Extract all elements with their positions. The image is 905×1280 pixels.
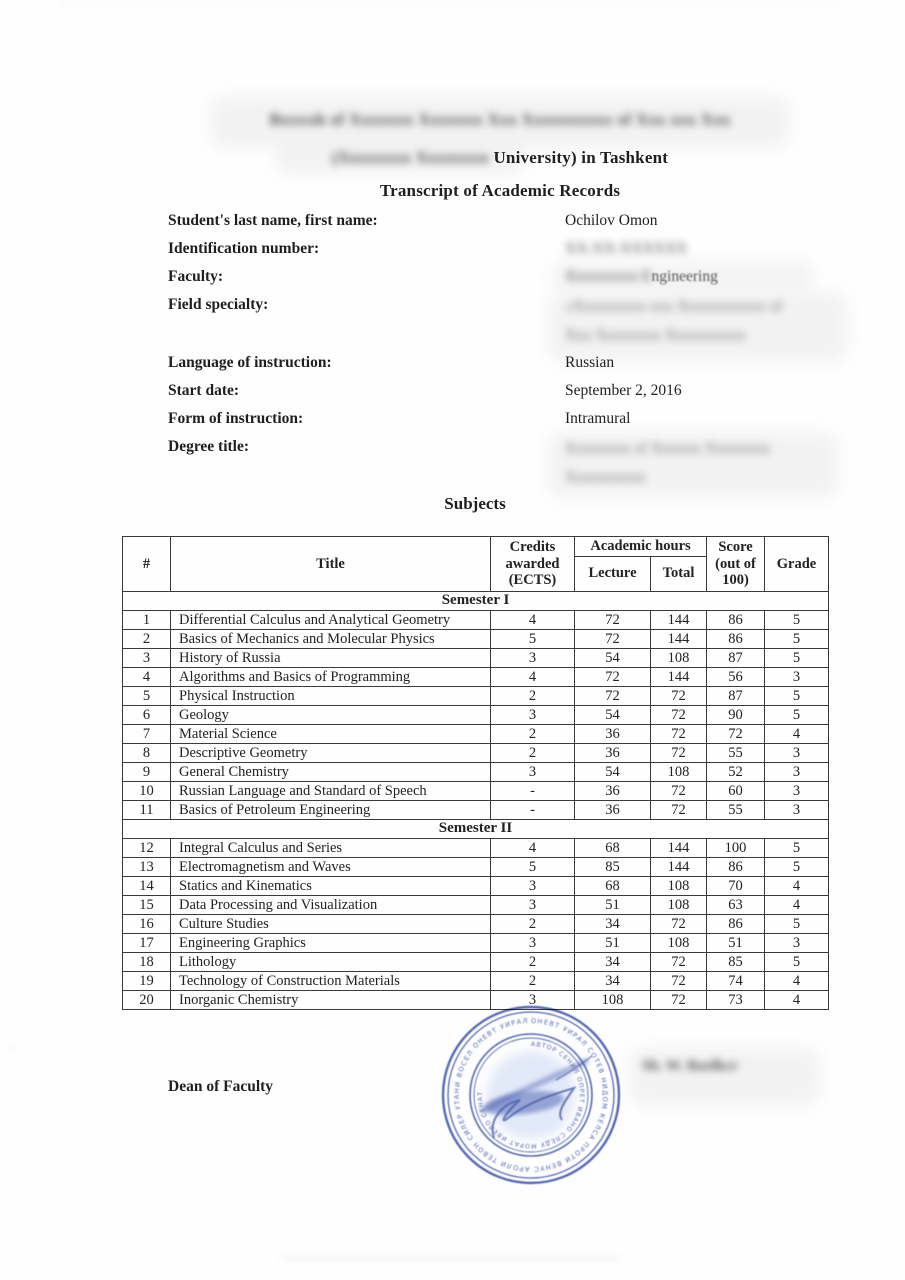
cell-num: 12 xyxy=(123,838,171,857)
svg-text:ОНЕВТ УИРАЛ СОТЕВ НИДОМ КЕЛСА: ОНЕВТ УИРАЛ СОТЕВ НИДОМ КЕЛСА ПРОТИ ВЕНУС АРОЛИ ТЕВОН СИЛЕР УТАНИ ВОСЕЛ ОНЕВТ УИРАЛ xyxy=(452,1016,610,1174)
cell-num: 11 xyxy=(123,800,171,819)
cell-title: General Chemistry xyxy=(171,762,491,781)
cell-title: Lithology xyxy=(171,952,491,971)
cell-lecture: 36 xyxy=(575,743,651,762)
cell-title: Inorganic Chemistry xyxy=(171,990,491,1009)
cell-score: 70 xyxy=(707,876,765,895)
subjects-table-header xyxy=(123,537,829,592)
cell-grade: 3 xyxy=(765,781,829,800)
scan-smudge xyxy=(630,1048,820,1106)
cell-score: 56 xyxy=(707,667,765,686)
cell-score: 55 xyxy=(707,743,765,762)
cell-lecture: 36 xyxy=(575,781,651,800)
cell-total: 72 xyxy=(651,971,707,990)
cell-title: Basics of Petroleum Engineering xyxy=(171,800,491,819)
cell-credits: 3 xyxy=(491,876,575,895)
cell-credits: 3 xyxy=(491,762,575,781)
cell-title: Technology of Construction Materials xyxy=(171,971,491,990)
table-row xyxy=(123,610,829,629)
cell-total: 72 xyxy=(651,724,707,743)
scan-noise xyxy=(10,1044,15,1051)
cell-credits: 5 xyxy=(491,857,575,876)
cell-score: 85 xyxy=(707,952,765,971)
cell-title: Integral Calculus and Series xyxy=(171,838,491,857)
cell-num: 1 xyxy=(123,610,171,629)
cell-lecture: 54 xyxy=(575,648,651,667)
cell-title: Basics of Mechanics and Molecular Physics xyxy=(171,629,491,648)
cell-lecture: 68 xyxy=(575,876,651,895)
cell-score: 86 xyxy=(707,914,765,933)
cell-num: 8 xyxy=(123,743,171,762)
cell-lecture: 51 xyxy=(575,895,651,914)
cell-lecture: 72 xyxy=(575,610,651,629)
cell-total: 72 xyxy=(651,952,707,971)
cell-credits: 3 xyxy=(491,933,575,952)
cell-grade: 3 xyxy=(765,762,829,781)
cell-score: 86 xyxy=(707,610,765,629)
cell-grade: 3 xyxy=(765,667,829,686)
cell-score: 73 xyxy=(707,990,765,1009)
cell-score: 74 xyxy=(707,971,765,990)
table-row xyxy=(123,952,829,971)
table-row xyxy=(123,724,829,743)
col-header-title: Title xyxy=(171,537,491,592)
cell-title: Electromagnetism and Waves xyxy=(171,857,491,876)
cell-total: 72 xyxy=(651,914,707,933)
value-faculty: Xxxxxxxxx Engineering xyxy=(565,268,718,285)
cell-credits: 3 xyxy=(491,895,575,914)
table-row xyxy=(123,895,829,914)
cell-total: 108 xyxy=(651,895,707,914)
cell-title: Descriptive Geometry xyxy=(171,743,491,762)
cell-grade: 3 xyxy=(765,743,829,762)
table-row xyxy=(123,743,829,762)
label-degree-title: Degree title: xyxy=(168,438,250,455)
cell-credits: - xyxy=(491,781,575,800)
cell-grade: 4 xyxy=(765,724,829,743)
table-row xyxy=(123,781,829,800)
cell-credits: 3 xyxy=(491,990,575,1009)
col-header-num: # xyxy=(123,537,171,592)
cell-num: 4 xyxy=(123,667,171,686)
cell-title: Material Science xyxy=(171,724,491,743)
cell-lecture: 54 xyxy=(575,705,651,724)
value-field-specialty-line2-redacted: Xxx Xxxxxxxx Xxxxxxxxxx xyxy=(565,327,746,344)
cell-title: Data Processing and Visualization xyxy=(171,895,491,914)
cell-grade: 5 xyxy=(765,705,829,724)
cell-grade: 5 xyxy=(765,686,829,705)
label-start-date: Start date: xyxy=(168,382,240,399)
col-header-grade: Grade xyxy=(765,537,829,592)
cell-lecture: 34 xyxy=(575,971,651,990)
cell-grade: 5 xyxy=(765,629,829,648)
cell-credits: 4 xyxy=(491,838,575,857)
university-line-visible: University) in Tashkent xyxy=(493,148,669,167)
cell-score: 86 xyxy=(707,629,765,648)
cell-credits: 2 xyxy=(491,743,575,762)
svg-text:АВТОР СЕНИЛ ОПРЕТ ИВАНО СЛЕДУ: АВТОР СЕНИЛ ОПРЕТ ИВАНО СЛЕДУ МОРАТ ИВЕЛО СЕНАТ xyxy=(476,1040,586,1150)
cell-title: History of Russia xyxy=(171,648,491,667)
col-header-total: Total xyxy=(651,556,707,591)
cell-total: 72 xyxy=(651,705,707,724)
cell-score: 60 xyxy=(707,781,765,800)
value-form-of-instruction: Intramural xyxy=(565,410,631,427)
cell-grade: 4 xyxy=(765,876,829,895)
cell-lecture: 34 xyxy=(575,914,651,933)
cell-title: Differential Calculus and Analytical Geometry xyxy=(171,610,491,629)
table-row xyxy=(123,800,829,819)
cell-lecture: 36 xyxy=(575,800,651,819)
scan-noise xyxy=(60,2,840,5)
cell-grade: 5 xyxy=(765,648,829,667)
cell-score: 87 xyxy=(707,648,765,667)
cell-total: 72 xyxy=(651,800,707,819)
cell-grade: 3 xyxy=(765,933,829,952)
cell-credits: 2 xyxy=(491,914,575,933)
cell-lecture: 34 xyxy=(575,952,651,971)
cell-total: 108 xyxy=(651,876,707,895)
cell-total: 108 xyxy=(651,648,707,667)
cell-total: 72 xyxy=(651,990,707,1009)
label-form-of-instruction: Form of instruction: xyxy=(168,410,304,427)
semester-2-label: Semester II xyxy=(123,819,829,838)
cell-credits: 3 xyxy=(491,648,575,667)
official-stamp xyxy=(436,1000,626,1190)
cell-credits: 5 xyxy=(491,629,575,648)
value-start-date: September 2, 2016 xyxy=(565,382,682,399)
cell-credits: 4 xyxy=(491,667,575,686)
cell-num: 17 xyxy=(123,933,171,952)
cell-credits: 2 xyxy=(491,971,575,990)
cell-total: 144 xyxy=(651,667,707,686)
col-header-credits: Credits awarded (ECTS) xyxy=(491,537,575,592)
cell-grade: 3 xyxy=(765,800,829,819)
table-row xyxy=(123,933,829,952)
label-id-number: Identification number: xyxy=(168,240,320,257)
cell-lecture: 72 xyxy=(575,667,651,686)
value-student-name: Ochilov Omon xyxy=(565,212,658,229)
table-row xyxy=(123,667,829,686)
cell-lecture: 68 xyxy=(575,838,651,857)
cell-num: 2 xyxy=(123,629,171,648)
cell-credits: 3 xyxy=(491,705,575,724)
table-row xyxy=(123,876,829,895)
cell-num: 14 xyxy=(123,876,171,895)
cell-grade: 5 xyxy=(765,952,829,971)
cell-num: 19 xyxy=(123,971,171,990)
cell-score: 51 xyxy=(707,933,765,952)
cell-lecture: 85 xyxy=(575,857,651,876)
cell-num: 18 xyxy=(123,952,171,971)
cell-num: 5 xyxy=(123,686,171,705)
value-id-number-redacted: XX-XX-XXXXXX xyxy=(565,240,688,257)
cell-num: 7 xyxy=(123,724,171,743)
university-name-redacted: (Xxxxxxxx Xxxxxxxx xyxy=(331,148,489,167)
cell-title: Geology xyxy=(171,705,491,724)
table-row xyxy=(123,648,829,667)
cell-score: 86 xyxy=(707,857,765,876)
value-degree-line2-redacted: Xxxxxxxxxx xyxy=(565,469,646,486)
table-row xyxy=(123,857,829,876)
table-row xyxy=(123,629,829,648)
stamp-icon xyxy=(436,1000,626,1190)
table-row xyxy=(123,914,829,933)
cell-grade: 5 xyxy=(765,914,829,933)
cell-lecture: 72 xyxy=(575,686,651,705)
cell-total: 72 xyxy=(651,743,707,762)
cell-title: Algorithms and Basics of Programming xyxy=(171,667,491,686)
cell-score: 72 xyxy=(707,724,765,743)
label-language: Language of instruction: xyxy=(168,354,332,371)
cell-title: Russian Language and Standard of Speech xyxy=(171,781,491,800)
cell-total: 72 xyxy=(651,686,707,705)
cell-title: Physical Instruction xyxy=(171,686,491,705)
cell-lecture: 72 xyxy=(575,629,651,648)
scan-noise xyxy=(280,1256,620,1261)
cell-lecture: 54 xyxy=(575,762,651,781)
cell-grade: 5 xyxy=(765,838,829,857)
cell-credits: 4 xyxy=(491,610,575,629)
col-header-lecture: Lecture xyxy=(575,556,651,591)
table-row xyxy=(123,762,829,781)
cell-num: 6 xyxy=(123,705,171,724)
cell-credits: 2 xyxy=(491,724,575,743)
cell-total: 144 xyxy=(651,838,707,857)
table-row xyxy=(123,838,829,857)
cell-score: 90 xyxy=(707,705,765,724)
value-language: Russian xyxy=(565,354,615,371)
institution-name-redacted: Bxxxxh xf Xxxxxxx Xxxxxxx Xxx Xxxxxxxxxx xf Xxx xxx Xxx xyxy=(269,110,731,129)
cell-num: 20 xyxy=(123,990,171,1009)
cell-score: 52 xyxy=(707,762,765,781)
cell-grade: 4 xyxy=(765,971,829,990)
cell-grade: 4 xyxy=(765,895,829,914)
university-line xyxy=(95,148,905,168)
semester-2-section-row xyxy=(123,819,829,838)
cell-total: 108 xyxy=(651,933,707,952)
cell-lecture: 36 xyxy=(575,724,651,743)
document-title: Transcript of Academic Records xyxy=(379,181,621,200)
subjects-table xyxy=(122,536,829,1010)
dean-of-faculty-label: Dean of Faculty xyxy=(168,1078,274,1095)
label-student-name: Student's last name, first name: xyxy=(168,212,378,229)
table-row xyxy=(123,686,829,705)
semester-2-rows xyxy=(123,838,829,1009)
cell-total: 72 xyxy=(651,781,707,800)
cell-num: 16 xyxy=(123,914,171,933)
value-field-specialty-line1-redacted: «Xxxxxxxxx xxx Xxxxxxxxxxx xf xyxy=(565,298,783,315)
table-row xyxy=(123,971,829,990)
col-header-score: Score (out of 100) xyxy=(707,537,765,592)
cell-total: 144 xyxy=(651,629,707,648)
semester-1-label: Semester I xyxy=(123,591,829,610)
cell-score: 63 xyxy=(707,895,765,914)
cell-title: Culture Studies xyxy=(171,914,491,933)
cell-total: 108 xyxy=(651,762,707,781)
cell-grade: 5 xyxy=(765,610,829,629)
cell-lecture: 51 xyxy=(575,933,651,952)
semester-1-rows xyxy=(123,610,829,819)
cell-grade: 5 xyxy=(765,857,829,876)
cell-lecture: 108 xyxy=(575,990,651,1009)
label-field-specialty: Field specialty: xyxy=(168,296,269,313)
cell-score: 87 xyxy=(707,686,765,705)
cell-total: 144 xyxy=(651,610,707,629)
label-faculty: Faculty: xyxy=(168,268,224,285)
cell-credits: 2 xyxy=(491,686,575,705)
cell-num: 15 xyxy=(123,895,171,914)
subjects-heading: Subjects xyxy=(444,494,506,513)
cell-credits: - xyxy=(491,800,575,819)
semester-1-section-row xyxy=(123,591,829,610)
cell-num: 9 xyxy=(123,762,171,781)
cell-score: 100 xyxy=(707,838,765,857)
cell-score: 55 xyxy=(707,800,765,819)
cell-num: 10 xyxy=(123,781,171,800)
cell-num: 3 xyxy=(123,648,171,667)
col-header-academic-hours: Academic hours xyxy=(575,537,707,557)
table-row xyxy=(123,705,829,724)
cell-title: Engineering Graphics xyxy=(171,933,491,952)
cell-grade: 4 xyxy=(765,990,829,1009)
cell-credits: 2 xyxy=(491,952,575,971)
cell-title: Statics and Kinematics xyxy=(171,876,491,895)
dean-name-redacted: Sb. W. Baxlkcr xyxy=(642,1058,738,1074)
cell-num: 13 xyxy=(123,857,171,876)
cell-total: 144 xyxy=(651,857,707,876)
value-degree-line1-redacted: Xxxxxxxx xf Xxxxxx Xxxxxxxx xyxy=(565,440,771,457)
